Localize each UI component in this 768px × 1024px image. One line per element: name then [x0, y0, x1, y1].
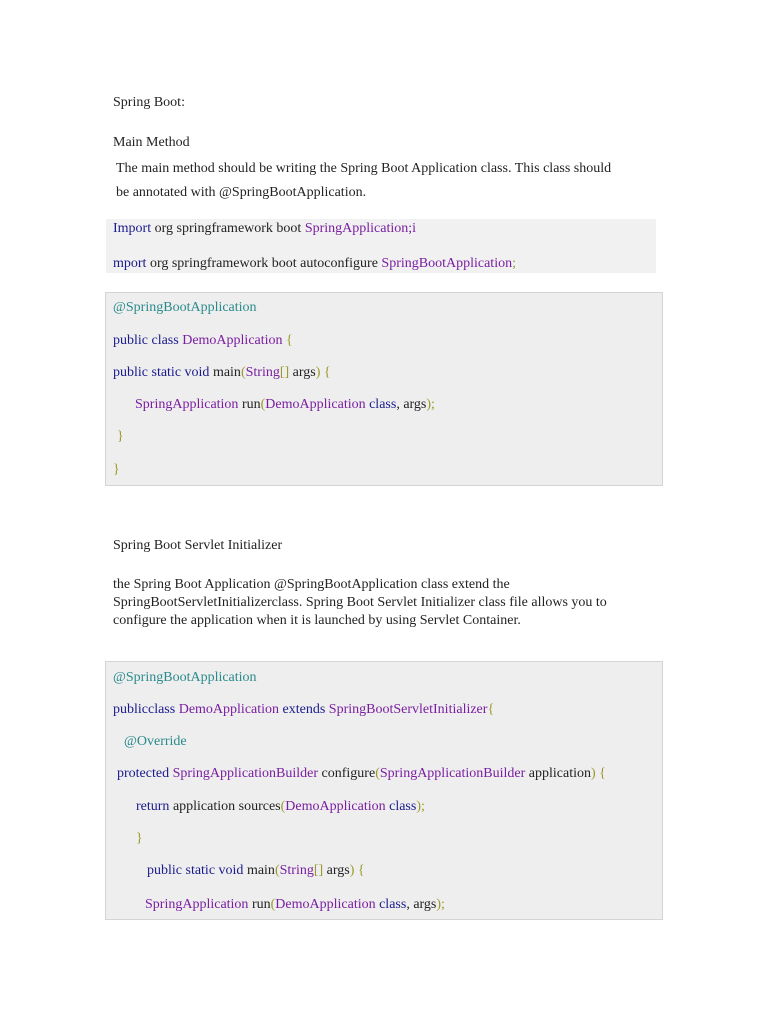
code-keyword: class [365, 397, 397, 412]
servlet-para-line: SpringBootServletInitializerclass. Spring Boot Servlet Initializer class file allows you to [113, 595, 607, 610]
code-arg: , args [406, 897, 437, 912]
import-end: ; [512, 256, 516, 271]
code-line [113, 299, 257, 317]
code-arg: args [323, 863, 350, 878]
code-bracket: ) { [315, 365, 331, 380]
code-line [136, 798, 425, 816]
code-keyword: publicclass [113, 702, 179, 717]
code-method: configure [318, 766, 376, 781]
code-arg: args [289, 365, 316, 380]
code-bracket: } [113, 462, 120, 477]
code-class: SpringApplication [135, 397, 239, 412]
code-method: run [238, 397, 261, 412]
code-class: SpringApplication [145, 897, 249, 912]
code-line [145, 896, 445, 914]
import-line-1 [113, 220, 416, 238]
code-line [135, 396, 435, 414]
code-class: String [245, 365, 280, 380]
import-end: ;i [408, 221, 417, 236]
code-line [113, 669, 257, 687]
code-block-main [105, 292, 663, 486]
code-line [124, 733, 187, 751]
code-line [117, 428, 124, 446]
code-class: DemoApplication [178, 702, 280, 717]
code-bracket: } [136, 831, 143, 846]
code-bracket: [] [279, 365, 290, 380]
code-line [113, 701, 494, 719]
code-line [147, 862, 365, 880]
code-keyword: class [385, 799, 417, 814]
import-package: org springframework boot [151, 221, 305, 236]
code-bracket: ( [280, 799, 286, 814]
code-line [113, 364, 331, 382]
code-class: DemoApplication [275, 897, 376, 912]
code-bracket: } [117, 429, 124, 444]
code-class: SpringBootServletInitializer [328, 702, 488, 717]
code-line [113, 332, 293, 350]
servlet-para-line: configure the application when it is launched by using Servlet Container. [113, 613, 521, 628]
code-bracket: ( [375, 766, 380, 781]
import-class: SpringApplication [304, 221, 409, 236]
code-method: run [248, 897, 271, 912]
code-bracket: ); [426, 397, 435, 412]
servlet-para-line: the Spring Boot Application @SpringBootApplication class extend the [113, 577, 510, 592]
code-bracket: ( [240, 365, 246, 380]
code-arg: application [525, 766, 591, 781]
code-bracket: ) { [591, 766, 606, 781]
code-arg: , args [396, 397, 427, 412]
code-annotation: @SpringBootApplication [113, 670, 257, 685]
main-method-para-line: be annotated with @SpringBootApplication. [116, 185, 367, 200]
code-bracket: ); [416, 799, 425, 814]
code-keyword: public static void [113, 365, 213, 380]
import-keyword: Import [113, 221, 152, 236]
code-keyword: protected [117, 766, 173, 781]
code-bracket: ) { [349, 863, 365, 878]
code-annotation: @Override [124, 734, 187, 749]
code-block-servlet [105, 661, 663, 920]
import-package: org springframework boot autoconfigure [146, 256, 382, 271]
code-bracket: ( [270, 897, 276, 912]
code-keyword: extends [279, 702, 329, 717]
code-line [113, 461, 120, 479]
import-line-2 [113, 255, 516, 273]
code-bracket: ); [436, 897, 445, 912]
code-class: DemoApplication [182, 333, 283, 348]
code-keyword: return [136, 799, 173, 814]
code-method: application sources [172, 799, 281, 814]
page-heading: Spring Boot: [113, 95, 185, 110]
main-method-para-line: The main method should be writing the Spring Boot Application class. This class should [116, 161, 612, 176]
code-class: DemoApplication [285, 799, 386, 814]
code-bracket: { [282, 333, 293, 348]
code-keyword: public class [113, 333, 183, 348]
servlet-title: Spring Boot Servlet Initializer [113, 538, 283, 553]
main-method-paragraph [116, 157, 676, 205]
main-method-title: Main Method [113, 135, 190, 150]
servlet-paragraph [113, 576, 673, 630]
import-keyword: mport [113, 256, 147, 271]
import-class: SpringBootApplication [381, 256, 513, 271]
code-class: SpringApplicationBuilder [379, 766, 526, 781]
code-bracket: ( [260, 397, 266, 412]
code-method: main [246, 863, 275, 878]
code-bracket: ( [274, 863, 280, 878]
code-annotation: @SpringBootApplication [113, 300, 257, 315]
code-line [117, 765, 606, 783]
code-bracket: { [487, 702, 495, 717]
code-keyword: class [375, 897, 407, 912]
code-class: String [279, 863, 314, 878]
code-class: SpringApplicationBuilder [172, 766, 319, 781]
code-keyword: public static void [147, 863, 247, 878]
code-line [136, 830, 143, 848]
code-bracket: [] [313, 863, 324, 878]
code-method: main [212, 365, 241, 380]
code-class: DemoApplication [265, 397, 366, 412]
